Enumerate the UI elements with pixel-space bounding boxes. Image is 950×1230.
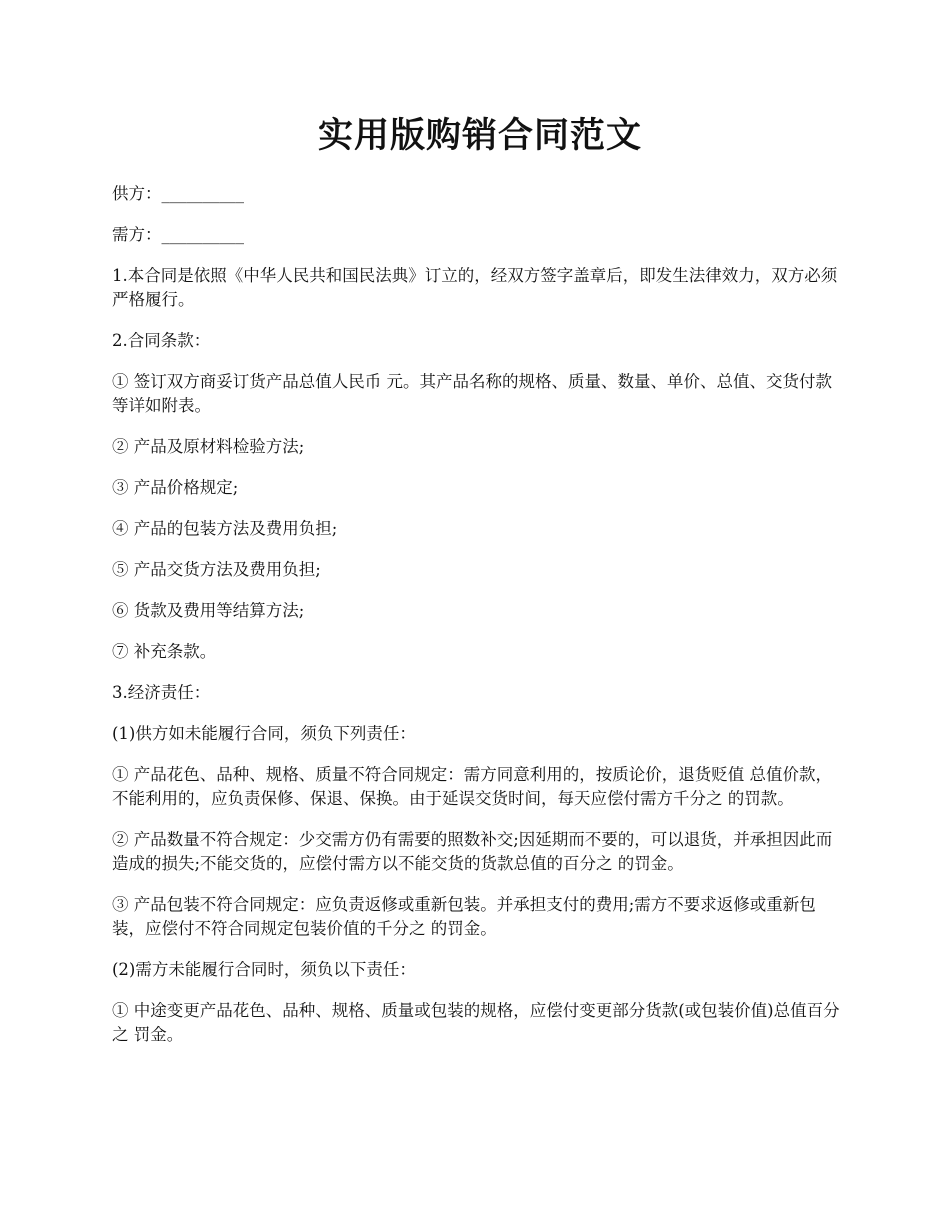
clause-2-item-1: ① 签订双方商妥订货产品总值人民币 元。其产品名称的规格、质量、数量、单价、总值、交货付款等详如附表。 [112, 372, 832, 415]
clause-2-heading: 2.合同条款： [112, 331, 211, 350]
buyer-line: 需方：__________ [112, 225, 244, 244]
supplier-liability-2: ② 产品数量不符合规定：少交需方仍有需要的照数补交;因延期而不要的，可以退货，并承担因此而造成的损失;不能交货的，应偿付需方以不能交货的货款总值的百分之 的罚金。 [112, 830, 833, 873]
supplier-liability-3: ③ 产品包装不符合同规定：应负责返修或重新包装。并承担支付的费用;需方不要求返修或重新包装，应偿付不符合同规定包装价值的千分之 的罚金。 [112, 895, 816, 938]
clause-2-item-2: ② 产品及原材料检验方法; [112, 437, 305, 456]
clause-2-item-6: ⑥ 货款及费用等结算方法; [112, 601, 305, 620]
document-body [112, 182, 842, 1047]
supplier-liability-heading: (1)供方如未能履行合同，须负下列责任： [112, 724, 416, 743]
clause-2-item-3: ③ 产品价格规定; [112, 478, 239, 497]
clause-1: 1.本合同是依照《中华人民共和国民法典》订立的，经双方签字盖章后，即发生法律效力，双方必须严格履行。 [112, 266, 838, 309]
clause-2-item-4: ④ 产品的包装方法及费用负担; [112, 519, 338, 538]
supplier-liability-1: ① 产品花色、品种、规格、质量不符合同规定：需方同意利用的，按质论价，退货贬值 总值价款，不能利用的，应负责保修、保退、保换。由于延误交货时间，每天应偿付需方千分之 的罚款。 [112, 765, 832, 808]
buyer-liability-heading: (2)需方未能履行合同时，须负以下责任： [112, 960, 416, 979]
clause-2-item-7: ⑦ 补充条款。 [112, 642, 217, 661]
supplier-line: 供方：__________ [112, 184, 244, 203]
buyer-liability-1: ① 中途变更产品花色、品种、规格、质量或包装的规格，应偿付变更部分货款(或包装价值)总值百分之 罚金。 [112, 1001, 840, 1044]
document-title: 实用版购销合同范文 [317, 115, 642, 156]
clause-2-item-5: ⑤ 产品交货方法及费用负担; [112, 560, 321, 579]
clause-3-heading: 3.经济责任： [112, 683, 211, 702]
